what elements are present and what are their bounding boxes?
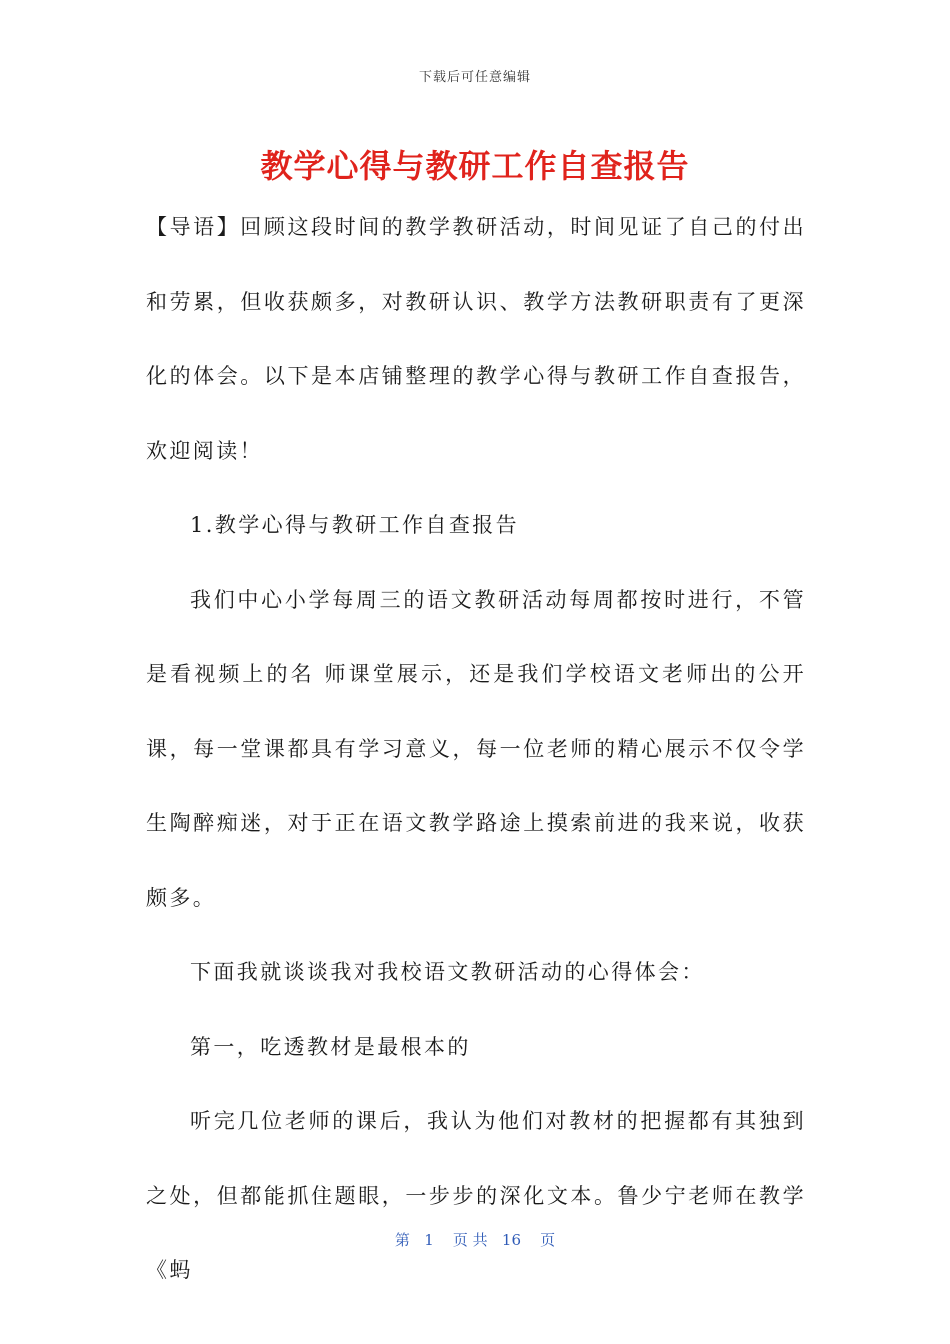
paragraph-subheading: 第一，吃透教材是最根本的 [190, 1034, 471, 1059]
footer-total-pages: 16 [501, 1231, 522, 1249]
footer-page-suffix: 页 [540, 1231, 556, 1249]
paragraph-body: 下面我就谈谈我对我校语文教研活动的心得体会： [190, 960, 705, 984]
paragraph-intro: 【导语】回顾这段时间的教学教研活动，时间见证了自己的付出和劳累，但收获颇多，对教研认识、教学方法教研职责有了更深化的体会。以下是本店铺整理的教学心得与教研工作自查报告，欢迎阅读！ [146, 215, 806, 463]
header-note: 下载后可任意编辑 [418, 70, 531, 85]
page-footer [0, 1229, 950, 1250]
paragraph-body: 听完几位老师的课后，我认为他们对教材的把握都有其独到之处，但都能抓住题眼，一步步的深化文本。鲁少宁老师在教学《蚂 [146, 1109, 806, 1282]
paragraph-body: 我们中心小学每周三的语文教研活动每周都按时进行，不管是看视频上的名 师课堂展示，还是我们学校语文老师出的公开课，每一堂课都具有学习意义，每一位老师的精心展示不仅令学生陶醉痴迷，对于正在语文教学路途上摸索前进的我来说，收获颇多。 [146, 587, 806, 910]
document-body [146, 190, 806, 1308]
footer-page-middle: 页 共 [452, 1231, 488, 1249]
document-title: 教学心得与教研工作自查报告 [260, 147, 690, 185]
footer-page-prefix: 第 [394, 1231, 410, 1249]
paragraph-section-heading: 1.教学心得与教研工作自查报告 [190, 513, 520, 537]
footer-current-page: 1 [424, 1231, 434, 1249]
